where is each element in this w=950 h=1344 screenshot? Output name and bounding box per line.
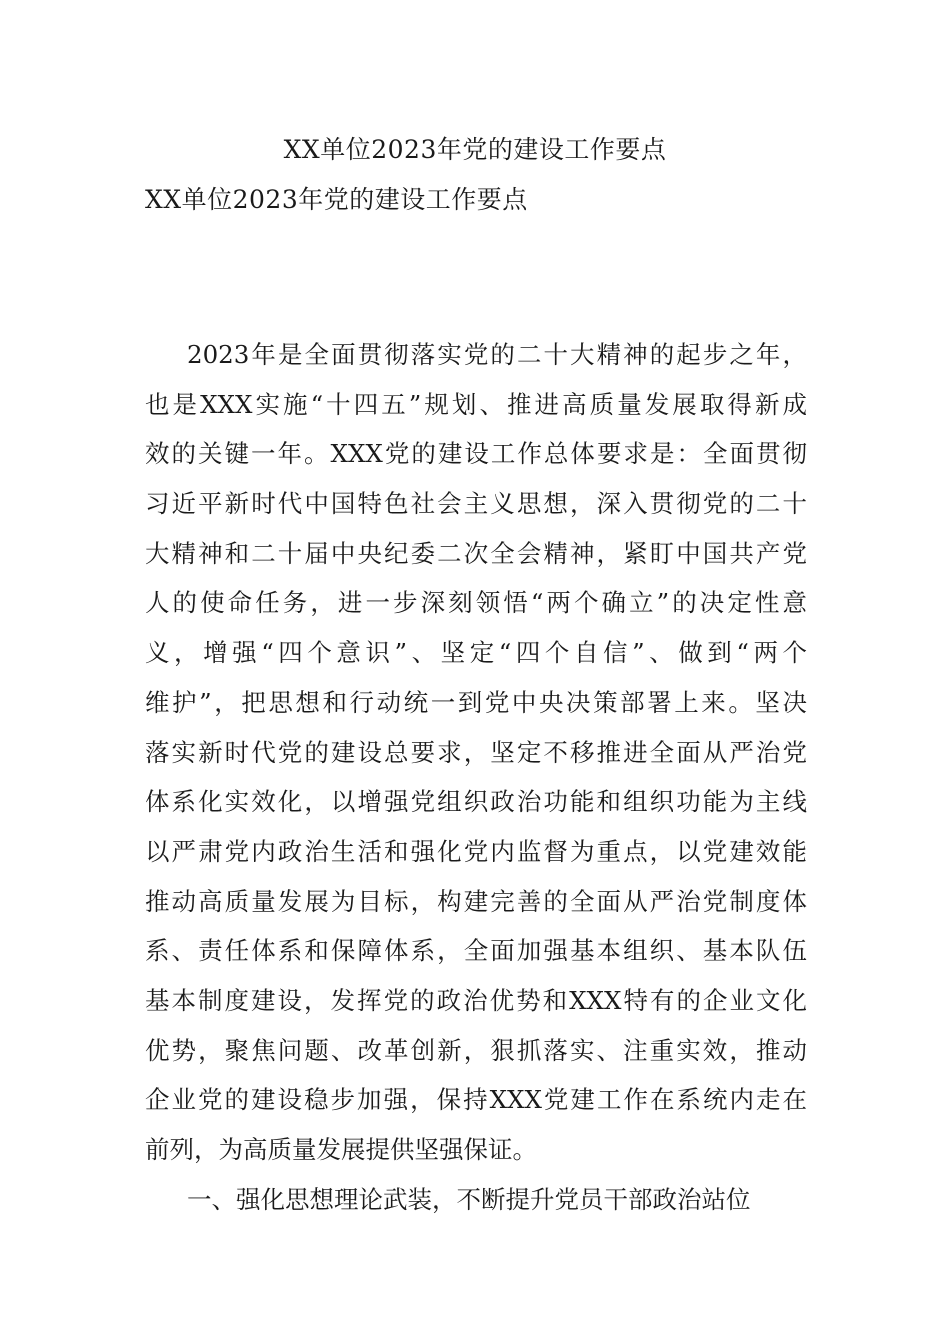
paragraph-line: 义，增强“四个意识”、坚定“四个自信”、做到“两个 <box>145 638 807 668</box>
paragraph-line: 系、责任体系和保障体系，全面加强基本组织、基本队伍 <box>145 936 807 966</box>
paragraph-line: 维护”，把思想和行动统一到党中央决策部署上来。坚决 <box>145 687 807 717</box>
paragraph-line: 2023年是全面贯彻落实党的二十大精神的起步之年， <box>187 340 807 369</box>
section-heading: 一、强化思想理论武装，不断提升党员干部政治站位 <box>187 1184 751 1214</box>
document-title-centered: XX单位2023年党的建设工作要点 <box>283 135 667 164</box>
body-paragraph <box>145 330 807 1224</box>
paragraph-line: 推动高质量发展为目标，构建完善的全面从严治党制度体 <box>145 886 807 916</box>
paragraph-line: 优势，聚焦问题、改革创新，狠抓落实、注重实效，推动 <box>145 1035 807 1065</box>
paragraph-line: 人的使命任务，进一步深刻领悟“两个确立”的决定性意 <box>145 588 807 618</box>
paragraph-line: 大精神和二十届中央纪委二次全会精神，紧盯中国共产党 <box>145 538 807 568</box>
paragraph-line: 基本制度建设，发挥党的政治优势和XXX特有的企业文化 <box>145 985 807 1015</box>
paragraph-line: 习近平新时代中国特色社会主义思想，深入贯彻党的二十 <box>145 489 807 519</box>
paragraph-line: 前列，为高质量发展提供坚强保证。 <box>145 1135 537 1164</box>
paragraph-line: 落实新时代党的建设总要求，坚定不移推进全面从严治党 <box>145 737 807 767</box>
paragraph-line: 企业党的建设稳步加强，保持XXX党建工作在系统内走在 <box>145 1085 807 1115</box>
paragraph-line: 效的关键一年。XXX党的建设工作总体要求是：全面贯彻 <box>145 439 807 469</box>
paragraph-line: 体系化实效化，以增强党组织政治功能和组织功能为主线 <box>145 787 807 817</box>
document-title-left: XX单位2023年党的建设工作要点 <box>145 185 528 214</box>
paragraph-line: 也是XXX实施“十四五”规划、推进高质量发展取得新成 <box>145 389 807 419</box>
paragraph-line: 以严肃党内政治生活和强化党内监督为重点，以党建效能 <box>145 836 807 866</box>
